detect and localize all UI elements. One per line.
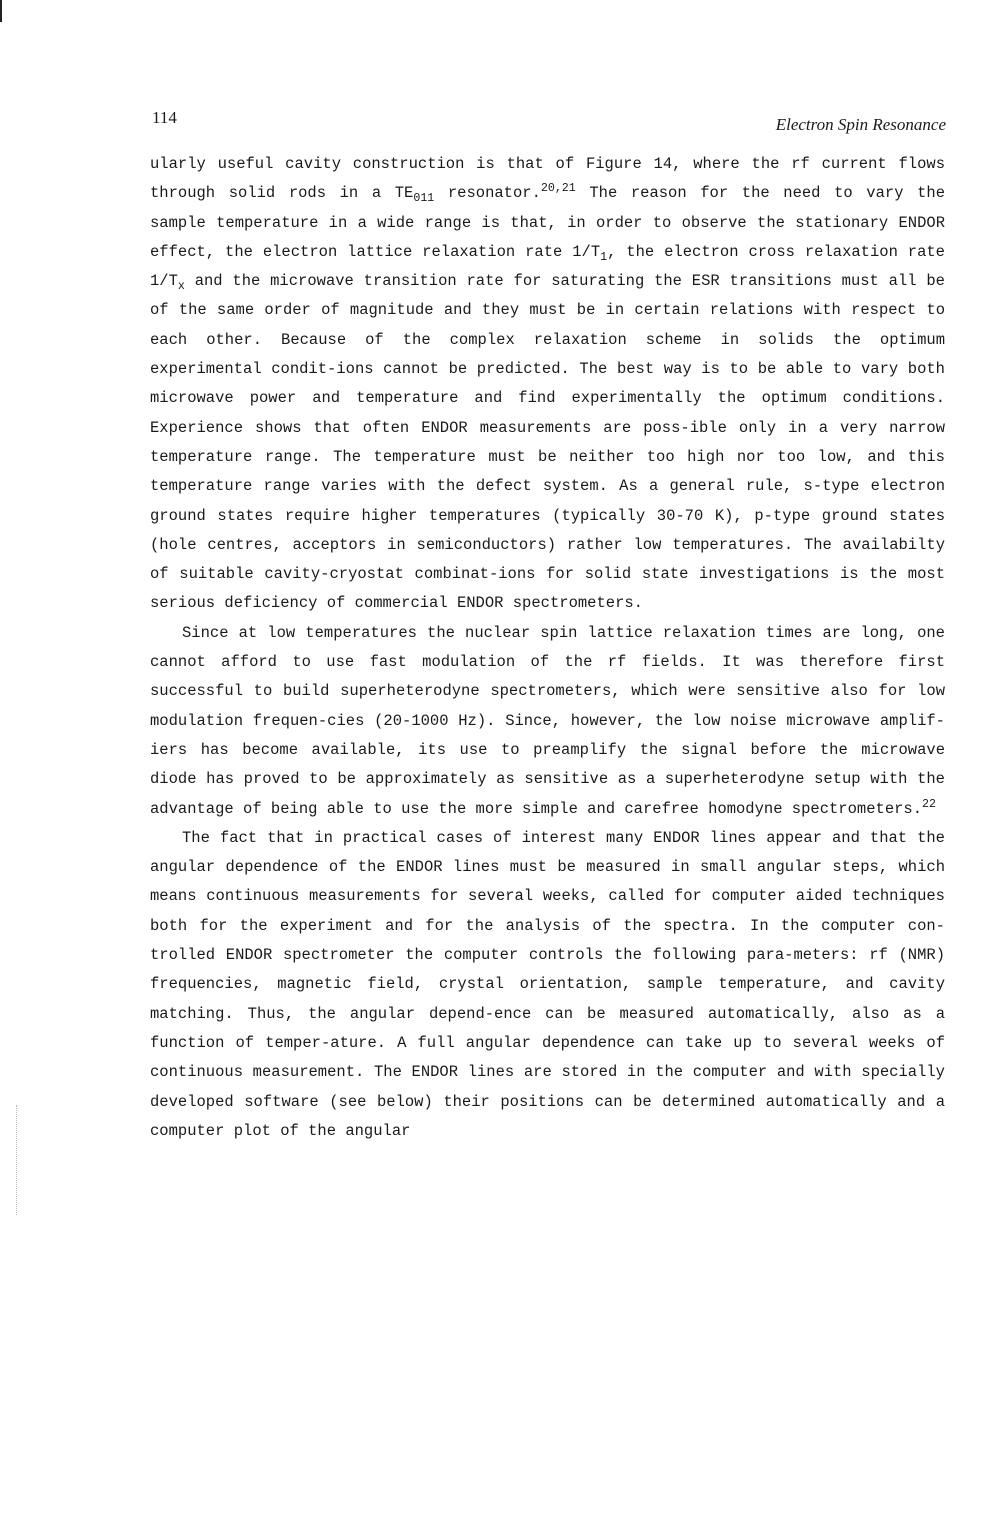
text-run: and the microwave transition rate for saturating the ESR transitions must all be of the same order of magnitude and they must be in certain relations with respect to each other. Because of the complex relaxation scheme in solids the optimum experimental condit-ions cannot be predicted. The best way is to be able to vary both microwave power and temperature and find experimentally the optimum conditions. Experience shows that often ENDOR measurements are poss-ible only in a very narrow temperature range. The temperature must be neither too high nor too low, and this temperature range varies with the defect system. As a general rule, s-type electron ground states require higher temperatures (typically 30-70 K), p-type ground states (hole centres, acceptors in semiconductors) rather low temperatures. The availabilty of suitable cavity-cryostat combinat-ions for solid state investigations is the most serious deficiency of commercial ENDOR spectrometers. bbox=[150, 272, 945, 613]
citation-superscript: 20,21 bbox=[540, 182, 576, 196]
subscript: 011 bbox=[413, 192, 435, 206]
citation-superscript: 22 bbox=[922, 797, 936, 811]
subscript: x bbox=[177, 280, 185, 294]
text-run: The reason for the need to vary the sample temperature in a wide range is that, in order to observe the stationary ENDOR effect, the electron lattice relaxation rate 1/T bbox=[150, 184, 945, 261]
paragraph-1 bbox=[150, 150, 945, 619]
body-text bbox=[150, 150, 945, 1146]
text-run: resonator. bbox=[434, 184, 541, 203]
page-number: 114 bbox=[152, 108, 177, 127]
running-title: Electron Spin Resonance bbox=[775, 115, 946, 134]
text-run: Since at low temperatures the nuclear spin lattice relaxation times are long, one cannot afford to use fast modulation of the rf fields. It was therefore first successful to build superheterodyne spectrometers, which were sensitive also for low modulation frequen-cies (20-1000 Hz). Since, however, the low noise microwave amplif-iers has become available, its use to preamplify the signal before the microwave diode has proved to be approximately as sensitive as a superheterodyne setup with the advantage of being able to use the more simple and carefree homodyne spectrometers. bbox=[150, 623, 945, 818]
text-run: The fact that in practical cases of interest many ENDOR lines appear and that the angular dependence of the ENDOR lines must be measured in small angular steps, which means continuous measurements for several weeks, called for computer aided techniques both for the experiment and for the analysis of the spectra. In the computer con-trolled ENDOR spectrometer the computer controls the following para-meters: rf (NMR) frequencies, magnetic field, crystal orientation, sample temperature, and cavity matching. Thus, the angular depend-ence can be measured automatically, also as a function of temper-ature. A full angular dependence can take up to several weeks of continuous measurement. The ENDOR lines are stored in the computer and with specially developed software (see below) their positions can be determined automatically and a computer plot of the angular bbox=[150, 828, 945, 1140]
paragraph-3 bbox=[150, 824, 945, 1146]
text-run: , the electron cross relaxation rate 1/T bbox=[150, 242, 945, 291]
paragraph-2 bbox=[150, 619, 945, 824]
subscript: 1 bbox=[600, 250, 608, 264]
margin-scan-artifact bbox=[16, 1105, 19, 1215]
text-run: ularly useful cavity construction is that of Figure 14, where the rf current flows through solid rods in a TE bbox=[150, 155, 945, 203]
page-edge-mark bbox=[0, 0, 2, 22]
